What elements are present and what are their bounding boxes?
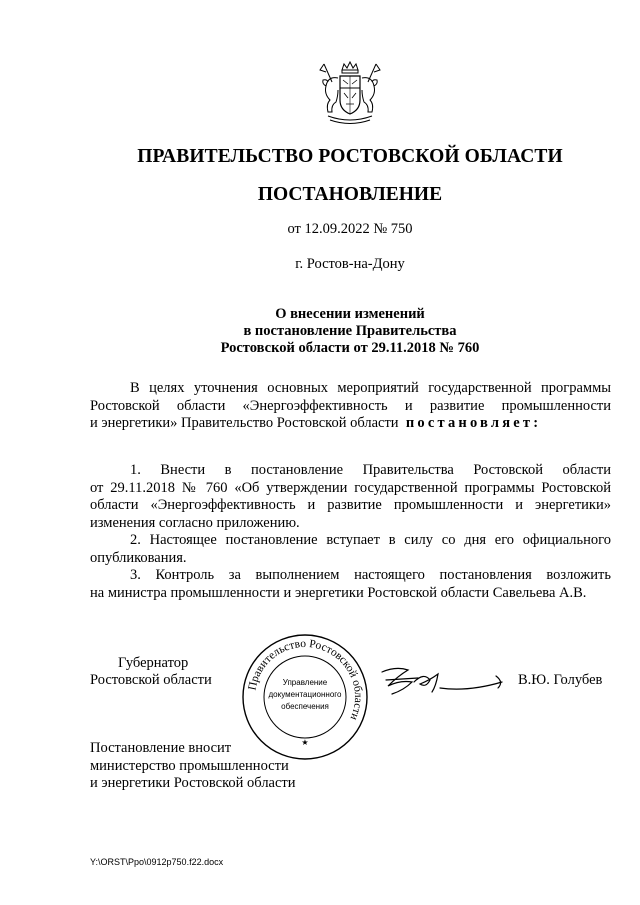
item-line: области «Энергоэффективность и развитие промышленности и энергетики» — [90, 497, 611, 513]
item-line: 2. Настоящее постановление вступает в силу со дня его официального — [130, 532, 611, 548]
organization-name: ПРАВИТЕЛЬСТВО РОСТОВСКОЙ ОБЛАСТИ — [137, 146, 563, 167]
submitted-by-line: и энергетики Ростовской области — [90, 775, 296, 791]
title-line: Ростовской области от 29.11.2018 № 760 — [220, 340, 480, 356]
preamble-line: Ростовской области «Энергоэффективность и развитие промышленности — [90, 397, 611, 414]
submitted-by-line: министерство промышленности — [90, 757, 289, 774]
stamp-inner-line: обеспечения — [281, 702, 329, 711]
handwritten-signature-icon — [378, 662, 508, 702]
document-date-number: от 12.09.2022 № 750 — [287, 221, 413, 237]
submitted-by-line: Постановление вносит — [90, 740, 232, 756]
signatory-position — [90, 655, 212, 689]
stamp-inner-line: документационного — [268, 690, 342, 699]
item-line: на министра промышленности и энергетики Ростовской области Савельева А.В. — [90, 584, 587, 601]
document-title — [0, 306, 640, 357]
stamp-outer-text: Правительство Ростовской области — [246, 637, 365, 722]
file-path-footer: Y:\ORST\Ppo\0912p750.f22.docx — [90, 857, 224, 867]
signatory-position-line: Ростовской области — [90, 672, 212, 688]
preamble-paragraph — [90, 380, 611, 433]
item-line: 3. Контроль за выполнением настоящего постановления возложить — [130, 567, 611, 583]
preamble-text: и энергетики» Правительство Ростовской области — [90, 415, 399, 431]
preamble-line: В целях уточнения основных мероприятий государственной программы — [130, 380, 611, 396]
decree-item-2 — [90, 532, 611, 567]
stamp-inner-line: Управление — [282, 678, 328, 687]
item-line: изменения согласно приложению. — [90, 514, 300, 531]
submitted-by — [90, 740, 296, 793]
coat-of-arms-icon — [318, 60, 382, 128]
stamp-star-icon: ★ — [301, 738, 309, 747]
signatory-position-line: Губернатор — [118, 655, 189, 671]
document-place: г. Ростов-на-Дону — [295, 256, 405, 272]
signatory-name: В.Ю. Голубев — [518, 672, 603, 688]
title-line: в постановление Правительства — [243, 323, 457, 339]
item-line: от 29.11.2018 № 760 «Об утверждении государственной программы Ростовской — [90, 479, 611, 496]
preamble-line — [90, 415, 611, 433]
title-line: О внесении изменений — [275, 306, 425, 322]
decree-item-3 — [90, 567, 611, 602]
document-type: ПОСТАНОВЛЕНИЕ — [257, 184, 443, 205]
item-line: опубликования. — [90, 549, 187, 566]
decree-item-1 — [90, 462, 611, 532]
item-line: 1. Внести в постановление Правительства Ростовской области — [130, 462, 611, 478]
preamble-decree-word: постановляет: — [405, 415, 542, 431]
